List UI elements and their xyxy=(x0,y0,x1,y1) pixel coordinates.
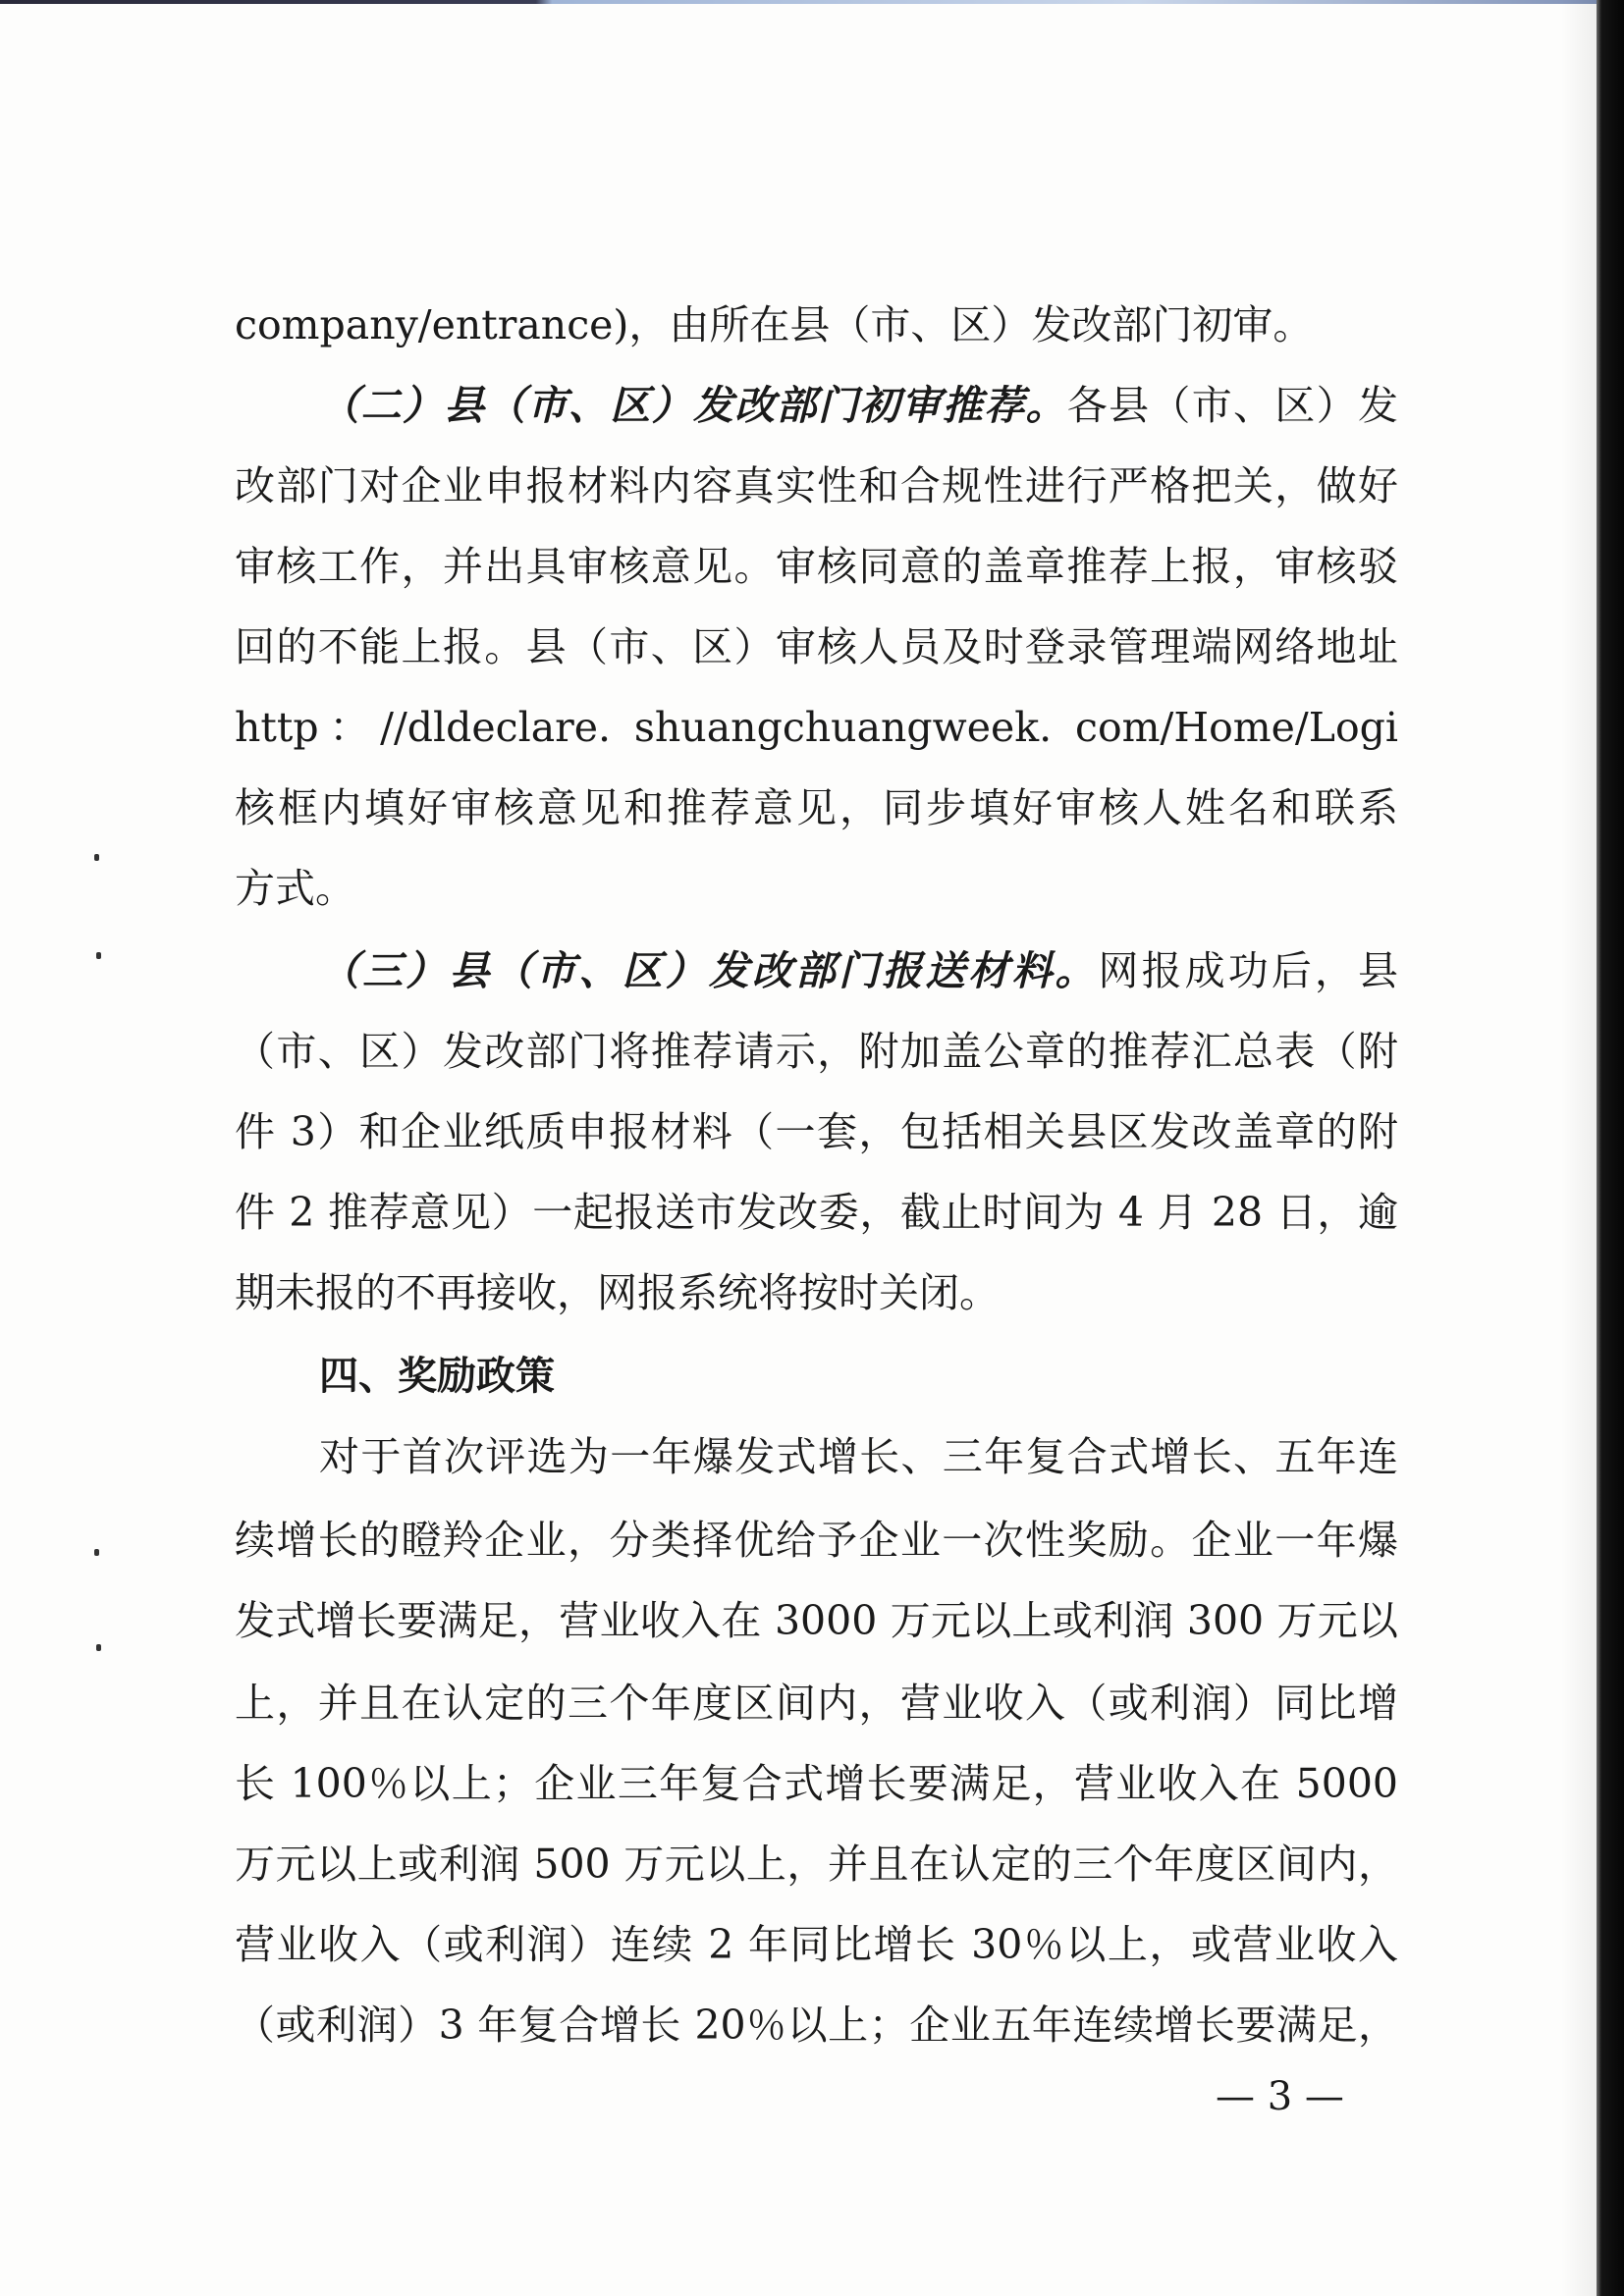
line-text: 核框内填好审核意见和推荐意见，同步填好审核人姓名和联系 xyxy=(235,784,1398,831)
paragraph-line xyxy=(235,537,1398,596)
line-text: 续增长的瞪羚企业，分类择优给予企业一次性奖励。企业一年爆 xyxy=(235,1517,1398,1564)
scan-mark xyxy=(96,952,101,959)
line-text: 件 2 推荐意见）一起报送市发改委，截止时间为 4 月 28 日，逾 xyxy=(235,1189,1398,1236)
scan-right-shade xyxy=(1561,0,1597,2296)
scan-top-edge xyxy=(0,0,1624,4)
line-text: 长 100％以上；企业三年复合式增长要满足，营业收入在 5000 xyxy=(235,1760,1398,1807)
paragraph-line xyxy=(235,1022,1398,1081)
paragraph-line xyxy=(235,1674,1398,1733)
paragraph-line xyxy=(235,1835,1398,1894)
line-text: 各县（市、区）发 xyxy=(1066,382,1398,429)
line-text: 期未报的不再接收，网报系统将按时关闭。 xyxy=(235,1269,1000,1316)
line-text: company/entrance)，由所在县（市、区）发改部门初审。 xyxy=(235,301,1314,348)
line-text: 发式增长要满足，营业收入在 3000 万元以上或利润 300 万元以 xyxy=(235,1597,1398,1644)
line-text: 网报成功后，县 xyxy=(1098,947,1398,994)
paragraph-line xyxy=(235,1915,1398,1974)
paragraph-line xyxy=(235,456,1398,515)
line-text: 审核工作，并出具审核意见。审核同意的盖章推荐上报，审核驳 xyxy=(235,543,1398,590)
scan-mark xyxy=(94,1549,99,1556)
line-text: 回的不能上报。县（市、区）审核人员及时登录管理端网络地址 xyxy=(235,623,1398,670)
paragraph-line xyxy=(235,1754,1398,1813)
paragraph-line xyxy=(319,941,1398,1000)
paragraph-line xyxy=(235,1511,1398,1570)
scan-right-edge xyxy=(1597,0,1624,2296)
line-text: 营业收入（或利润）连续 2 年同比增长 30％以上，或营业收入 xyxy=(235,1921,1398,1968)
line-text: 件 3）和企业纸质申报材料（一套，包括相关县区发改盖章的附 xyxy=(235,1108,1398,1155)
line-text: （或利润）3 年复合增长 20％以上；企业五年连续增长要满足， xyxy=(235,2002,1398,2049)
paragraph-line xyxy=(235,1102,1398,1161)
paragraph-line xyxy=(319,376,1398,435)
paragraph-line xyxy=(235,1591,1398,1650)
paragraph-line xyxy=(235,295,1398,354)
scan-mark xyxy=(96,1644,101,1651)
paragraph-line xyxy=(235,698,1398,757)
line-text: 改部门对企业申报材料内容真实性和合规性进行严格把关，做好 xyxy=(235,462,1398,509)
section-heading-text: 四、奖励政策 xyxy=(319,1354,555,1399)
line-text: 万元以上或利润 500 万元以上，并且在认定的三个年度区间内， xyxy=(235,1841,1398,1888)
line-text: （市、区）发改部门将推荐请示，附加盖公章的推荐汇总表（附 xyxy=(235,1028,1398,1075)
paragraph-line xyxy=(235,617,1398,676)
scan-mark xyxy=(94,854,99,861)
paragraph-line xyxy=(319,1427,1398,1486)
subheading-lead: （三）县（市、区）发改部门报送材料。 xyxy=(319,947,1099,994)
page-number: — 3 — xyxy=(1216,2074,1344,2119)
paragraph-line xyxy=(235,1183,1398,1242)
line-text: 上，并且在认定的三个年度区间内，营业收入（或利润）同比增 xyxy=(235,1680,1398,1727)
paragraph-line xyxy=(235,1263,1398,1322)
paragraph-line xyxy=(235,1996,1398,2055)
section-heading xyxy=(319,1347,1398,1406)
paragraph-line xyxy=(235,859,1398,918)
paragraph-line xyxy=(235,778,1398,837)
url-text: http：//dldeclare. shuangchuangweek. com/Home/Logi xyxy=(235,704,1398,751)
subheading-lead: （二）县（市、区）发改部门初审推荐。 xyxy=(319,382,1067,429)
line-text: 方式。 xyxy=(235,865,355,912)
line-text: 对于首次评选为一年爆发式增长、三年复合式增长、五年连 xyxy=(319,1433,1398,1480)
